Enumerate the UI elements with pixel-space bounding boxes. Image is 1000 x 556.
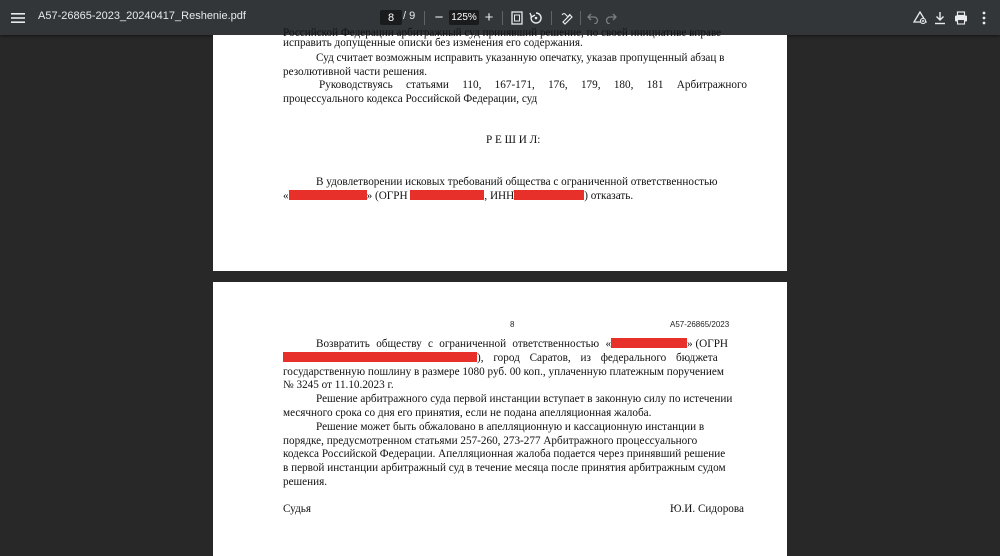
more-options-icon[interactable] [976, 10, 992, 26]
page-number: 8 [510, 320, 515, 329]
text-line: процессуального кодекса Российской Федерации, суд [283, 93, 538, 105]
text-line: Решение арбитражного суда первой инстанции вступает в законную силу по истечении [316, 393, 733, 405]
quote-open: « [283, 190, 289, 202]
drive-save-icon[interactable] [912, 10, 928, 26]
total-pages: 9 [409, 10, 416, 22]
undo-icon[interactable] [585, 10, 601, 26]
download-icon[interactable] [932, 10, 948, 26]
text-line: Российской Федерации арбитражный суд принявший решение, по своей инициативе вправе [283, 27, 722, 39]
text-fragment: , ИНН [484, 190, 515, 202]
toolbar-divider [502, 11, 503, 25]
file-title: A57-26865-2023_20240417_Reshenie.pdf [38, 10, 246, 22]
redaction-mark [611, 338, 687, 348]
pdf-page-7 [213, 27, 787, 271]
toolbar-divider [424, 11, 425, 25]
text-fragment: » (ОГРН [687, 338, 729, 350]
word: 180, [613, 79, 634, 91]
text-line: месячного срока со дня его принятия, если не подана апелляционная жалоба. [283, 407, 652, 419]
text-line [316, 338, 728, 352]
zoom-input[interactable]: 125% [449, 10, 479, 25]
text-line: резолютивной части решения. [283, 66, 428, 78]
word: 110, [462, 79, 482, 91]
redaction-mark [289, 190, 367, 200]
text-fragment: ) отказать. [584, 190, 634, 202]
redaction-mark [514, 190, 584, 200]
toolbar-divider [551, 11, 552, 25]
text-line: решения. [283, 476, 328, 488]
word: 181 [646, 79, 664, 91]
text-line: исправить допущенные описки без изменения его содержания. [283, 37, 583, 49]
text-fragment: » (ОГРН [366, 190, 408, 202]
zoom-in-button[interactable]: + [484, 8, 494, 26]
rotate-icon[interactable] [528, 10, 544, 26]
word: 176, [548, 79, 568, 91]
menu-icon[interactable] [9, 9, 27, 27]
pdf-page-8 [213, 282, 787, 556]
text-line: кодекса Российской Федерации. Апелляционная жалоба подается через принявший решение [283, 448, 726, 460]
word: Арбитражного [676, 79, 747, 91]
word: статьями [406, 79, 449, 91]
redo-icon[interactable] [603, 10, 619, 26]
word: Руководствуясь [319, 79, 393, 91]
text-fragment: ), город Саратов, из федерального бюджета [477, 352, 718, 364]
section-heading: Р Е Ш И Л: [486, 134, 541, 146]
word: 167-171, [494, 79, 535, 91]
text-fragment: Возвратить обществу с ограниченной ответственностью « [316, 338, 612, 350]
judge-name: Ю.И. Сидорова [670, 503, 744, 515]
text-line: государственную пошлину в размере 1080 руб. 00 коп., уплаченную платежным поручением [283, 366, 724, 378]
text-line [283, 352, 718, 366]
zoom-out-button[interactable]: − [434, 8, 444, 26]
text-line: порядке, предусмотренном статьями 257-260, 273-277 Арбитражного процессуального [283, 435, 698, 447]
text-line: № 3245 от 11.10.2023 г. [283, 379, 394, 391]
redaction-mark [283, 352, 477, 362]
text-line: в первой инстанции арбитражный суд в течение месяца после принятия арбитражным судом [283, 462, 726, 474]
toolbar-divider [580, 11, 581, 25]
judge-label: Судья [283, 503, 312, 515]
page-separator: / [403, 10, 407, 22]
redaction-mark [410, 190, 484, 200]
fit-page-icon[interactable] [509, 10, 525, 26]
text-line: Суд считает возможным исправить указанную опечатку, указав пропущенный абзац в [316, 52, 725, 64]
case-number: А57-26865/2023 [670, 320, 730, 329]
text-line [283, 190, 633, 204]
page-number-input[interactable]: 8 [380, 10, 402, 25]
word: 179, [580, 79, 601, 91]
text-line [319, 79, 747, 93]
page-count [403, 10, 415, 22]
text-line: Решение может быть обжаловано в апелляционную и кассационную инстанции в [316, 421, 705, 433]
annotate-icon[interactable] [560, 10, 576, 26]
text-line: В удовлетворении исковых требований общества с ограниченной ответственностью [316, 176, 718, 188]
print-icon[interactable] [953, 10, 969, 26]
